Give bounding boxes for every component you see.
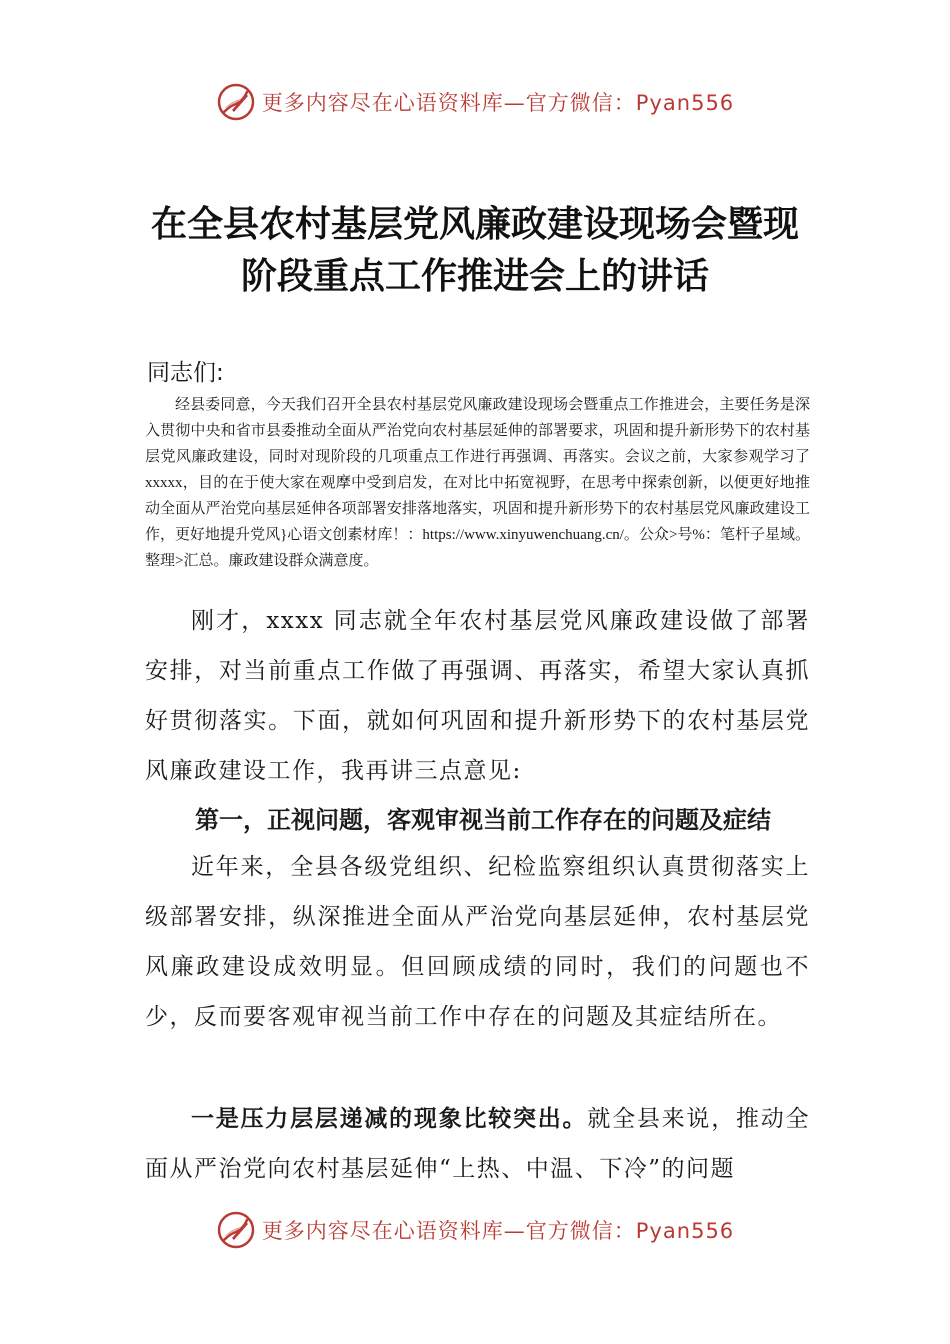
paragraph-block-3	[145, 1094, 810, 1194]
intro-block	[145, 392, 810, 574]
pen-logo-icon	[216, 82, 256, 122]
salutation: 同志们:	[147, 360, 224, 386]
pen-logo-icon	[216, 1210, 256, 1250]
watermark-text: 更多内容尽在心语资料库—官方微信：Pyan556	[261, 91, 735, 115]
paragraph-2: 近年来，全县各级党组织、纪检监察组织认真贯彻落实上级部署安排，纵深推进全面从严治党向基层延伸，农村基层党风廉政建设成效明显。但回顾成绩的同时，我们的问题也不少，反而要客观审视当前工作中存在的问题及其症结所在。	[145, 854, 810, 1030]
document-title-line-2: 阶段重点工作推进会上的讲话	[240, 255, 709, 297]
paragraph-3	[145, 1094, 810, 1194]
intro-paragraph: 经县委同意，今天我们召开全县农村基层党风廉政建设现场会暨重点工作推进会，主要任务是深入贯彻中央和省市县委推动全面从严治党向农村基层延伸的部署要求，巩固和提升新形势下的农村基层党风廉政建设，同时对现阶段的几项重点工作进行再强调、再落实。会议之前，大家参观学习了 xxxxx，目的在于使大家在观摩中受到启发，在对比中拓宽视野，在思考中探索创新，以便更好地推动全面从严治党向基层延伸各项部署安排落地落实，巩固和提升新形势下的农村基层党风廉政建设工作，更好地提升党风}心语文创素材库！：https://www.xinyuwenchuang.cn/。公众>号%：笔杆子星域。整理>汇总。廉政建设群众满意度。	[145, 397, 810, 569]
watermark-banner-bottom	[0, 1208, 950, 1252]
paragraph-3-text: 就全县来说，推动全面从严治党向农村基层延伸“上热、中温、下冷”的问题	[145, 1106, 811, 1182]
section-heading-1: 第一，正视问题，客观审视当前工作存在的问题及症结	[195, 806, 771, 834]
paragraph-3-lead: 一是压力层层递减的现象比较突出。	[191, 1105, 588, 1132]
watermark-banner-top	[0, 80, 950, 124]
document-title-line-1: 在全县农村基层党风廉政建设现场会暨现	[150, 203, 799, 245]
paragraph-block-1	[145, 596, 810, 796]
paragraph-block-2	[145, 842, 810, 1042]
paragraph-1: 刚才，xxxx 同志就全年农村基层党风廉政建设做了部署安排，对当前重点工作做了再强调、再落实，希望大家认真抓好贯彻落实。下面，就如何巩固和提升新形势下的农村基层党风廉政建设工作，我再讲三点意见:	[145, 608, 810, 784]
watermark-text: 更多内容尽在心语资料库—官方微信：Pyan556	[261, 1219, 735, 1243]
